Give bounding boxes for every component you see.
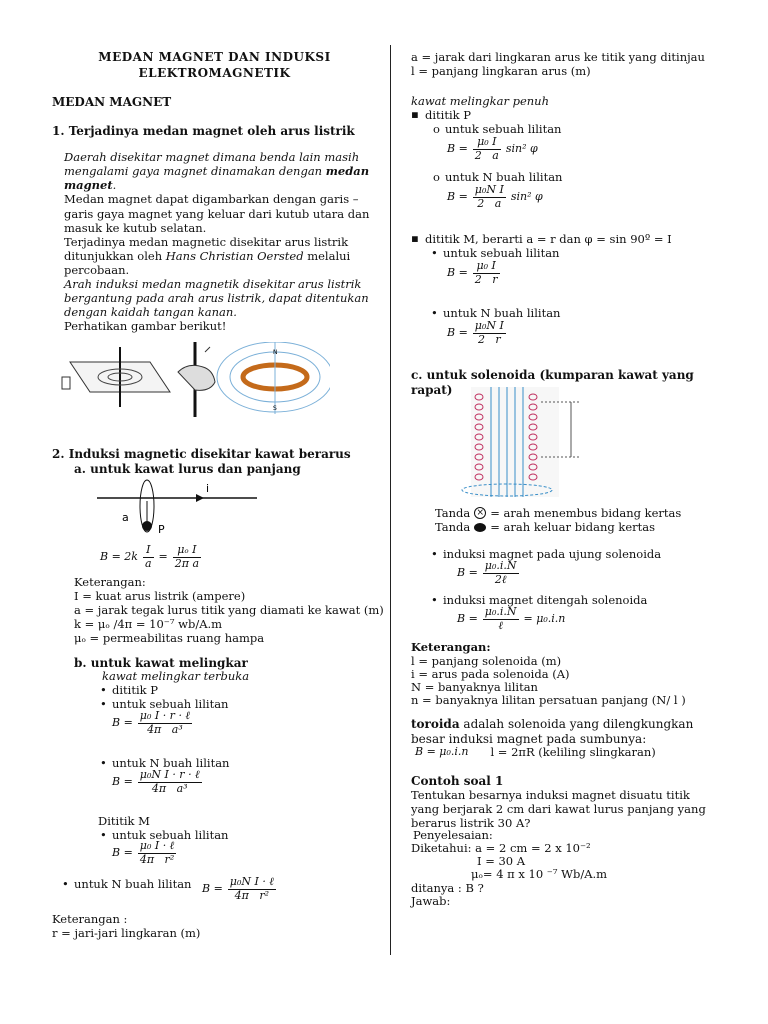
list-item: o untuk sebuah lilitan: [433, 122, 561, 136]
point-m-label: Dititik M: [98, 814, 150, 828]
legend-item: l = panjang solenoida (m): [411, 654, 562, 668]
paragraph: Daerah disekitar magnet dimana benda lain masih mengalami gaya magnet dinamakan dengan medan magnet.: [64, 150, 370, 193]
list-item: • untuk sebuah lilitan: [98, 697, 228, 711]
formula-open-loop-n: B = $\frac{\text{μ₀N I · r · ℓ}}{\text{4π a³}}$: [112, 768, 200, 795]
point-label: P: [158, 523, 165, 536]
svg-text:S: S: [273, 405, 277, 412]
legend-title: Keterangan :: [52, 912, 128, 926]
legend-l: l = panjang lingkaran arus (m): [411, 64, 591, 78]
known-i: I = 30 A: [477, 854, 526, 868]
toroida-text: toroida adalah solenoida yang dilengkungkan besar induksi magnet pada sumbunya:: [411, 717, 694, 746]
formula-center-n: B = $\frac{\text{μ₀N I}}{2 r}$: [447, 319, 504, 346]
left-column: [52, 50, 384, 940]
formula-full-loop-n: B = $\frac{\text{μ₀N I}}{2 a}$ sin² φ: [447, 183, 543, 210]
item-heading-2: 2. Induksi magnetic disekitar kawat berarus: [52, 447, 351, 461]
formula-full-loop-single: B = $\frac{\text{μ₀ I}}{2 a}$ sin² φ: [447, 135, 538, 162]
legend-item: N = banyaknya lilitan: [411, 680, 538, 694]
paragraph: Terjadinya medan magnetic disekitar arus listrik ditunjukkan oleh Hans Christian Oersted melalui percobaan.: [64, 234, 351, 277]
sub-heading-2b: b. untuk kawat melingkar: [74, 656, 248, 670]
list-item: • untuk N buah lilitan: [98, 756, 229, 770]
asked: ditanya : B ?: [411, 881, 484, 895]
list-item: • dititik P: [98, 683, 158, 697]
item-heading-1: 1. Terjadinya medan magnet oleh arus listrik: [52, 123, 355, 138]
cross-circle-icon: ×: [474, 507, 486, 519]
list-item: • untuk sebuah lilitan: [429, 246, 559, 260]
open-loop-label: kawat melingkar terbuka: [102, 669, 250, 683]
list-item: • induksi magnet ditengah solenoida: [429, 593, 647, 607]
list-item: ▪ dititik P: [411, 108, 471, 122]
oersted-figures: [60, 342, 330, 422]
toroida-formula: B = μ₀.i.n l = 2πR (keliling slingkaran): [415, 745, 656, 759]
known-a: Diketahui: a = 2 cm = 2 x 10⁻²: [411, 841, 591, 855]
example-question: Tentukan besarnya induksi magnet disuatu titik yang berjarak 2 cm dari kawat lurus panjang yang berarus listrik 30 A?: [411, 788, 706, 831]
formula-point-m-single: B = $\frac{\text{μ₀ I · ℓ}}{\text{4π r²}}$: [112, 839, 175, 866]
solenoid-figure: [461, 382, 601, 502]
legend-out-page: Tanda = arah keluar bidang kertas: [435, 520, 656, 534]
formula-straight-wire: B = 2k $\frac{I}{a}$ = $\frac{\text{μₒ I}}{\text{2π a}}$: [100, 543, 200, 570]
paragraph: Arah induksi medan magnetik disekitar arus listrik bergantung pada arah arus listrik, dapat ditentukan dengan kaidah tangan kanan.: [64, 276, 369, 319]
legend-item: n = banyaknya lilitan persatuan panjang (N/ l ): [411, 693, 686, 707]
paragraph: Perhatikan gambar berikut!: [64, 318, 227, 333]
list-item: • induksi magnet pada ujung solenoida: [429, 547, 661, 561]
formula-solenoid-end: B = $\frac{\text{μ₀.i.N}}{\text{2ℓ}}$: [457, 559, 517, 586]
list-item: • untuk N buah lilitan: [60, 877, 191, 891]
legend-straight-wire: Keterangan: I = kuat arus listrik (ampere) a = jarak tegak lurus titik yang diamati ke kawat (m) k = μₒ /4π = 10⁻⁷ wb/A.m μₒ = permeabilitas ruang hampa: [74, 575, 384, 646]
sub-heading-2a: a. untuk kawat lurus dan panjang: [74, 462, 301, 476]
svg-text:N: N: [273, 349, 278, 356]
formula-open-loop-single: B = $\frac{\text{μ₀ I · r · ℓ}}{\text{4π a³}}$: [112, 709, 191, 736]
distance-label: a: [122, 511, 129, 524]
formula-solenoid-center: B = $\frac{\text{μ₀.i.N}}{\text{ℓ}}$ = μ₀.i.n: [457, 605, 566, 632]
formula-center-single: B = $\frac{\text{μ₀ I}}{2 r}$: [447, 259, 498, 286]
legend-title: Keterangan:: [411, 640, 491, 654]
list-item: ▪ dititik M, berarti a = r dan φ = sin 90º = I: [411, 232, 672, 246]
page-title: MEDAN MAGNET DAN INDUKSI ELEKTROMAGNETIK: [98, 50, 331, 80]
legend-radius: r = jari-jari lingkaran (m): [52, 926, 201, 940]
solution-label: Penyelesaian:: [413, 828, 493, 842]
column-divider: [390, 45, 391, 955]
paragraph: Medan magnet dapat digambarkan dengan garis – garis gaya magnet yang keluar dari kutub utara dan masuk ke kutub selatan.: [64, 192, 370, 235]
answer-label: Jawab:: [411, 894, 451, 908]
list-item: • untuk N buah lilitan: [429, 306, 560, 320]
list-item: • untuk sebuah lilitan: [98, 828, 228, 842]
list-item: o untuk N buah lilitan: [433, 170, 562, 184]
known-mu: μₒ= 4 π x 10 ⁻⁷ Wb/A.m: [471, 867, 608, 881]
formula-point-m-n: B = $\frac{\text{μ₀N I · ℓ}}{\text{4π r²}}$: [202, 875, 274, 902]
current-label: i: [206, 482, 210, 495]
section-heading: MEDAN MAGNET: [52, 95, 172, 110]
legend-into-page: Tanda × = arah menembus bidang kertas: [435, 506, 682, 520]
legend-a: a = jarak dari lingkaran arus ke titik yang ditinjau: [411, 50, 705, 64]
intro-text: [52, 150, 377, 332]
full-loop-label: kawat melingkar penuh: [411, 94, 549, 108]
sub-heading-c: c. untuk solenoida (kumparan kawat yang rapat): [411, 368, 694, 397]
dot-circle-icon: [474, 523, 486, 532]
legend-item: i = arus pada solenoida (A): [411, 667, 570, 681]
example-heading: Contoh soal 1: [411, 774, 504, 788]
straight-wire-figure: [92, 476, 312, 546]
